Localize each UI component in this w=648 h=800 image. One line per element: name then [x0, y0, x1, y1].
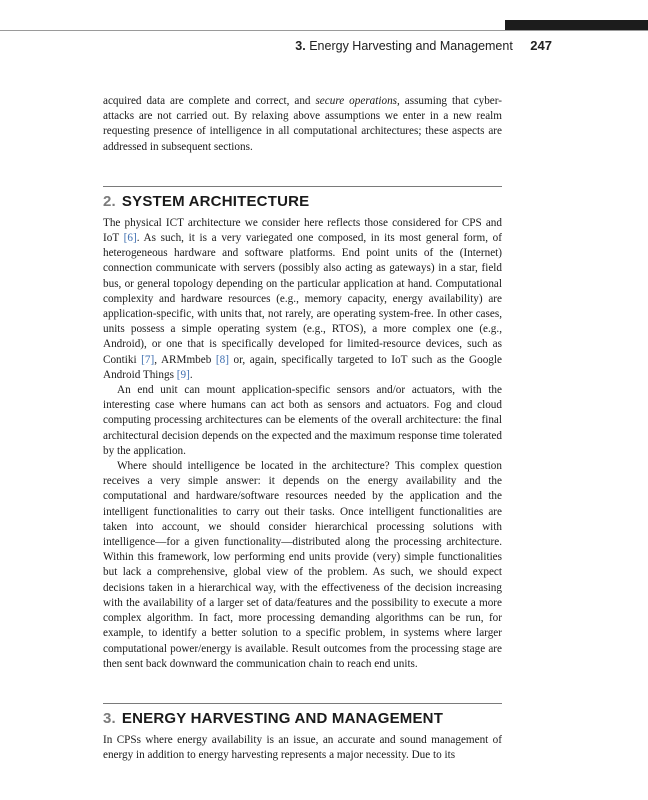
- intro-text-2: assuming that cyber-attacks are not carried out. By relaxing above assumptions we enter in a new realm requesting presence of intelligence in all computational architectures; these aspects are addressed in subsequent sections.: [103, 95, 502, 153]
- header-accent-bar: [505, 20, 648, 30]
- s2p1-text-2: . As such, it is a very variegated one composed, in its most general form, of heterogeneous hardware and software platforms. End point units of the (Internet) connection communicate with servers (possibly also acting as gateways) in a star, field bus, or general topology depending on the particular application at hand. Computational complexity and hardware resources (e.g., memory capacity, energy availability) are application-specific, with units that, not rarely, are operating system-free. In other cases, units possess a simple operating system (e.g., RTOS), a more complex one (e.g., Android), or one that is specifically developed for limited-resource devices, such as Contiki: [103, 232, 502, 366]
- section-3-title: ENERGY HARVESTING AND MANAGEMENT: [121, 709, 444, 727]
- section-2-rule: [103, 186, 502, 187]
- section-2-paragraph-3: Where should intelligence be located in the architecture? This complex question receives a very simple answer: it depends on the energy availability and the computational and hardware/software resources needed by the application and the intelligent functionalities to carry out their tasks. Once intelligent functionalities are taken into account, we should consider hierarchical processing solutions with intelligence—for a given functionality—distributed along the processing architecture. Within this framework, low performing end units provide (very) simple functionalities but lack a comprehensive, global view of the problem. As such, we should expect decisions taken in a hierarchical way, with the effectiveness of the decision increasing with the availability of a larger set of data/features and the possibility to execute a more complex algorithm. In fact, more processing demanding algorithms can be run, for example, to identify a better solution to a specific problem, in systems where larger computational power/energy is available. Result outcomes from the processing stage are then sent back downward the communication chain to reach end units.: [103, 460, 502, 670]
- header-rule: [0, 30, 648, 31]
- running-head-chapter-title: Energy Harvesting and Management: [309, 39, 513, 53]
- citation-9[interactable]: [9]: [176, 368, 190, 381]
- s2p1-text-3: , ARMmbeb: [154, 353, 216, 366]
- section-3-heading: [103, 710, 502, 727]
- section-3-number: 3.: [103, 709, 116, 727]
- citation-8[interactable]: [8]: [215, 353, 229, 366]
- citation-6[interactable]: [6]: [123, 232, 137, 245]
- running-head-chapter-number: 3.: [295, 39, 306, 53]
- section-2-title: SYSTEM ARCHITECTURE: [121, 192, 310, 210]
- section-2-heading: [103, 193, 502, 210]
- section-3-rule: [103, 703, 502, 704]
- section-2-paragraph-2: An end unit can mount application-specific sensors and/or actuators, with the interesting case where humans can act both as sensors and actuators. Fog and cloud computing processing architectures can be elements of the overall architecture: the final architectural decision depends on the expected and the maximum response time tolerated by the application.: [103, 384, 502, 457]
- section-3-paragraph-1: In CPSs where energy availability is an issue, an accurate and sound management of energy in addition to energy harvesting represents a major necessity. Due to its: [103, 733, 502, 762]
- running-head: [295, 38, 552, 53]
- s2p1-text-1: The physical ICT architecture we consider here reflects those considered for CPS and IoT: [103, 216, 502, 245]
- s2p1-text-4: or, again, specifically targeted to IoT such as the Google Android Things: [103, 353, 502, 381]
- page-number: 247: [530, 38, 552, 53]
- page-content: [103, 94, 502, 763]
- intro-text-1: acquired data are complete and correct, and: [103, 95, 316, 107]
- section-2-number: 2.: [103, 192, 116, 210]
- intro-paragraph: [103, 94, 502, 155]
- section-2-paragraph-1: [103, 216, 502, 383]
- intro-emphasis: secure operations,: [315, 95, 400, 107]
- s2p1-text-5: .: [189, 368, 193, 381]
- citation-7[interactable]: [7]: [141, 353, 155, 366]
